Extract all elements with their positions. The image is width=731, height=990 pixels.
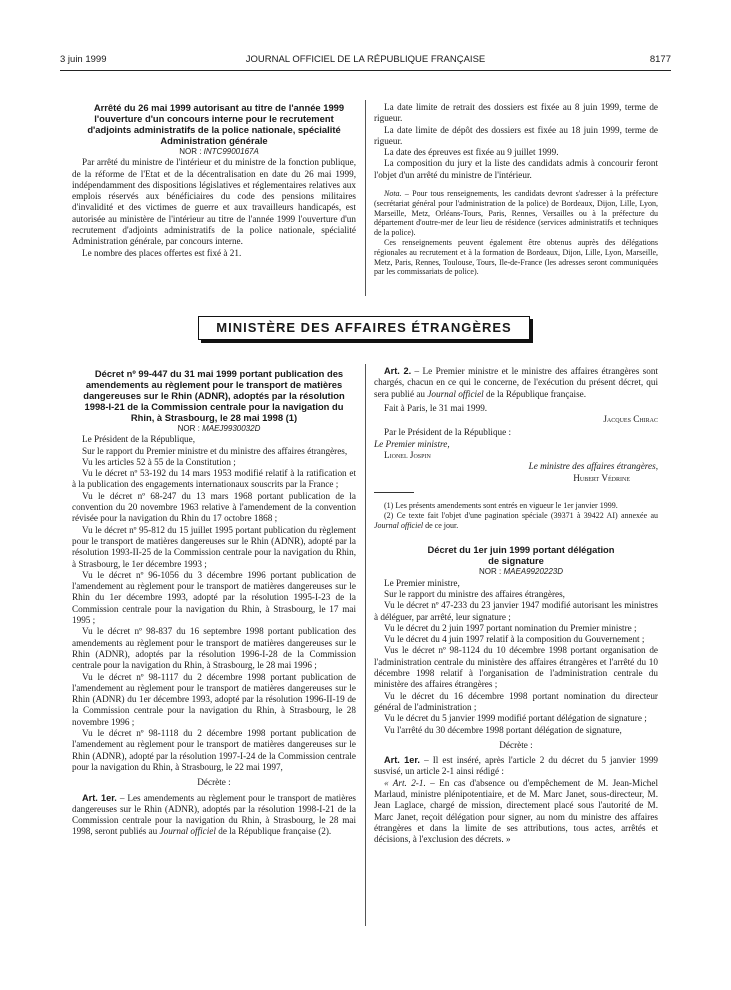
decret2-section <box>374 544 658 845</box>
decret1-paragraph: Vu le décret nº 53-192 du 14 mars 1953 modifié relatif à la ratification et à la publication des engagements internationaux souscrits par la France ; <box>72 468 356 490</box>
pm-title: Le Premier ministre, <box>374 438 450 449</box>
signature-pm: Lionel Jospin <box>384 450 431 461</box>
arrete-paragraph: La composition du jury et la liste des candidats admis à concourir feront l'objet d'un arrêté du ministre de l'intérieur. <box>374 158 658 180</box>
decret2-paragraph: Vu le décret du 2 juin 1997 portant nomination du Premier ministre ; <box>384 622 637 633</box>
decret1-article-2: Art. 2. – Le Premier ministre et le ministre des affaires étrangères sont chargés, chacun en ce qui le concerne, de l'exécution du présent décret, qui sera publié au Journal officiel de la République française. <box>374 366 658 399</box>
par-le-president: Par le Président de la République : <box>384 427 512 438</box>
mae-title: Le ministre des affaires étrangères, <box>528 461 658 472</box>
decret2-paragraph: Vu le décret du 16 décembre 1998 portant nomination du directeur général de l'administration ; <box>374 690 658 712</box>
decret1-decrete: Décrète : <box>197 777 231 788</box>
decret2-article-1: Art. 1er. – Il est inséré, après l'article 2 du décret du 5 janvier 1999 susvisé, un article 2-1 ainsi rédigé : <box>374 755 659 777</box>
header-page-number: 8177 <box>649 54 671 65</box>
decret1-paragraph: Sur le rapport du Premier ministre et du ministre des affaires étrangères, <box>82 445 348 456</box>
footnote-1: (1) Les présents amendements sont entrés en vigueur le 1er janvier 1999. <box>384 500 618 510</box>
ministry-heading: MINISTÈRE DES AFFAIRES ÉTRANGÈRES <box>198 316 530 340</box>
decret1-paragraph: Vu le décret nº 98-1117 du 2 décembre 1998 portant publication de l'amendement au règlement pour le transport de matières dangereuses sur le Rhin (ADNR) du 1er décembre 1993, adopté par la résolution 1996-II-19 de la Commission centrale pour la navigation du Rhin, à Strasbourg, le 28 novembre 1996 ; <box>72 671 356 727</box>
decret2-title: Décret du 1er juin 1999 portant délégation de signature <box>427 544 615 567</box>
arrete-paragraph: Le nombre des places offertes est fixé à 21. <box>82 247 242 258</box>
signature-president: Jacques Chirac <box>603 414 658 425</box>
arrete-note: Nota. – Pour tous renseignements, les candidats devront s'adresser à la préfecture (secrétariat général pour l'administration de la police) de Bordeaux, Dijon, Lille, Lyon, Marseille, Metz, Orléans-Tours, Paris, Rennes, Versailles ou à la préfecture du département d'outre-mer de leur lieu de résidence (services administratifs et techniques de la police). Ces renseignements peuvent également être obtenus auprès des délégations régionales au recrutement et à la formation de Bordeaux, Dijon, Lille, Lyon, Marseille, Metz, Paris, Rennes, Toulouse, Tours, Ile-de-France (les adresses seront communiquées par les commissariats de police). <box>374 189 658 277</box>
column-divider-bottom <box>365 364 366 926</box>
decret1-paragraph: Vu le décret nº 95-812 du 15 juillet 1995 portant publication du règlement pour le transport de matières dangereuses sur le Rhin (ADNR), adopté par la résolution 1993-II-25 de la Commission centrale pour la navigation du Rhin, à Strasbourg, le 1er décembre 1993 ; <box>72 524 356 569</box>
decret2-paragraph: Vu le décret nº 47-233 du 23 janvier 1947 modifié autorisant les ministres à déléguer, par arrêté, leur signature ; <box>374 600 658 622</box>
arrete-title: Arrêté du 26 mai 1999 autorisant au titre de l'année 1999 l'ouverture d'un concours interne pour le recrutement d'adjoints administratifs de la police nationale, spécialité Administration générale <box>87 102 345 146</box>
decret1-fait: Fait à Paris, le 31 mai 1999. <box>384 402 488 413</box>
page-header <box>60 54 671 70</box>
decret1-title: Décret nº 99-447 du 31 mai 1999 portant publication des amendements au règlement pour le transport de matières dangereuses sur le Rhin (ADNR), adoptés par la résolution 1998-I-21 de la Commission centrale pour la navigation du Rhin, à Strasbourg, le 28 mai 1998 (1) <box>83 368 345 423</box>
decret1-section <box>72 368 356 838</box>
decret1-paragraph: Vu les articles 52 à 55 de la Constitution ; <box>82 456 236 467</box>
arrete-paragraph: La date limite de retrait des dossiers est fixée au 8 juin 1999, terme de rigueur. <box>374 102 658 124</box>
decret2-decrete: Décrète : <box>499 739 533 750</box>
decret2-paragraph: Vu le décret du 5 janvier 1999 modifié portant délégation de signature ; <box>384 713 647 724</box>
arrete-section <box>72 102 356 259</box>
decret1-article-1: Art. 1er. – Les amendements au règlement pour le transport de matières dangereuses sur le Rhin (ADNR), adoptés par la résolution 1998-I-21 de la Commission centrale pour la navigation du Rhin, à Strasbourg, le 28 mai 1998, seront publiés au Journal officiel de la République française (2). <box>72 792 357 837</box>
decret2-paragraph: Vus le décret nº 98-1124 du 10 décembre 1998 portant organisation de l'administration centrale du ministère des affaires étrangères et l'arrêté du 10 décembre 1998 relatif à l'organisation de l'administration centrale du ministère des affaires étrangères ; <box>374 645 658 690</box>
header-journal-title: JOURNAL OFFICIEL DE LA RÉPUBLIQUE FRANÇAISE <box>245 54 486 65</box>
decret2-nor: NOR : MAEA9920223D <box>478 567 564 577</box>
footnote-separator <box>374 492 414 493</box>
decret1-paragraph: Vu le décret nº 98-837 du 16 septembre 1998 portant publication des amendements au règlement pour le transport de matières dangereuses sur le Rhin (ADNR), adoptés par la résolution 1996-I-28 de la Commission centrale pour la navigation du Rhin, à Strasbourg, le 28 mai 1996 ; <box>72 626 356 671</box>
arrete-paragraph: La date limite de dépôt des dossiers est fixée au 18 juin 1999, terme de rigueur. <box>374 124 658 146</box>
decret2-paragraph: Le Premier ministre, <box>384 577 460 588</box>
decret1-continued <box>374 366 658 845</box>
decret2-paragraph: Vu le décret du 4 juin 1997 relatif à la composition du Gouvernement ; <box>384 634 645 645</box>
arrete-paragraph: Par arrêté du ministre de l'intérieur et du ministre de la fonction publique, de la réforme de l'Etat et de la décentralisation en date du 26 mai 1999, indépendamment des dispositions législatives et réglementaires relatives aux emplois réservés aux bénéficiaires du code des pensions militaires d'invalidité et des victimes de guerre et aux travailleurs handicapés, est autorisée au ministère de l'intérieur au titre de l'année 1999 l'ouverture d'un recrutement d'adjoints administratifs de la police nationale, spécialité Administration générale, par concours interne. <box>72 157 356 247</box>
arrete-section-continued <box>374 102 658 277</box>
decret1-paragraph: Vu le décret nº 96-1056 du 3 décembre 1996 portant publication de l'amendement au règlement pour le transport de matières dangereuses sur le Rhin du 1er décembre 1993, adopté par la résolution 1995-I-23 de la Commission centrale pour la navigation du Rhin, à Strasbourg, le 17 mai 1995 ; <box>72 569 356 626</box>
decret2-paragraph: Sur le rapport du ministre des affaires étrangères, <box>384 588 565 599</box>
decret1-paragraph: Le Président de la République, <box>82 434 196 445</box>
note-label: Nota. <box>384 189 402 199</box>
arrete-paragraph: La date des épreuves est fixée au 9 juillet 1999. <box>384 147 559 158</box>
arrete-nor: NOR : INTC9900167A <box>179 147 259 156</box>
decret1-paragraph: Vu le décret nº 98-1118 du 2 décembre 1998 portant publication de l'amendement au règlement pour le transport de matières dangereuses sur le Rhin (ADNR), adopté par la résolution 1997-I-24 de la Commission centrale pour la navigation du Rhin, à Strasbourg, le 22 mai 1997, <box>72 728 356 772</box>
footnote-2: (2) Ce texte fait l'objet d'une pagination spéciale (39371 à 39422 AI) annexée au Journal officiel de ce jour. <box>374 510 658 530</box>
header-date: 3 juin 1999 <box>60 54 107 65</box>
header-rule <box>60 70 671 71</box>
decret2-paragraph: Vu l'arrêté du 30 décembre 1998 portant délégation de signature, <box>384 724 622 735</box>
decret1-footnotes <box>374 501 658 530</box>
decret2-article-2-1: « Art. 2-1. – En cas d'absence ou d'empêchement de M. Jean-Michel Marlaud, ministre plénipotentiaire, et de M. Marc Janet, sous-directeur, M. Jean Laglace, chargé de mission, directement placé sous l'autorité de M. Marc Janet, reçoit délégation pour signer, au nom du ministre des affaires étrangères et dans la limite de ses attributions, tous actes, arrêtés et décisions, à l'exclusion des décrets. » <box>374 777 658 845</box>
decret1-nor: NOR : MAEJ9930032D <box>177 424 261 433</box>
decret1-paragraph: Vu le décret nº 68-247 du 13 mars 1968 portant publication de la convention du 20 novembre 1963 relative à l'amendement de la convention révisée pour la navigation du Rhin du 17 octobre 1868 ; <box>72 490 356 524</box>
signature-mae: Hubert Védrine <box>573 472 630 483</box>
column-divider-top <box>365 100 366 296</box>
